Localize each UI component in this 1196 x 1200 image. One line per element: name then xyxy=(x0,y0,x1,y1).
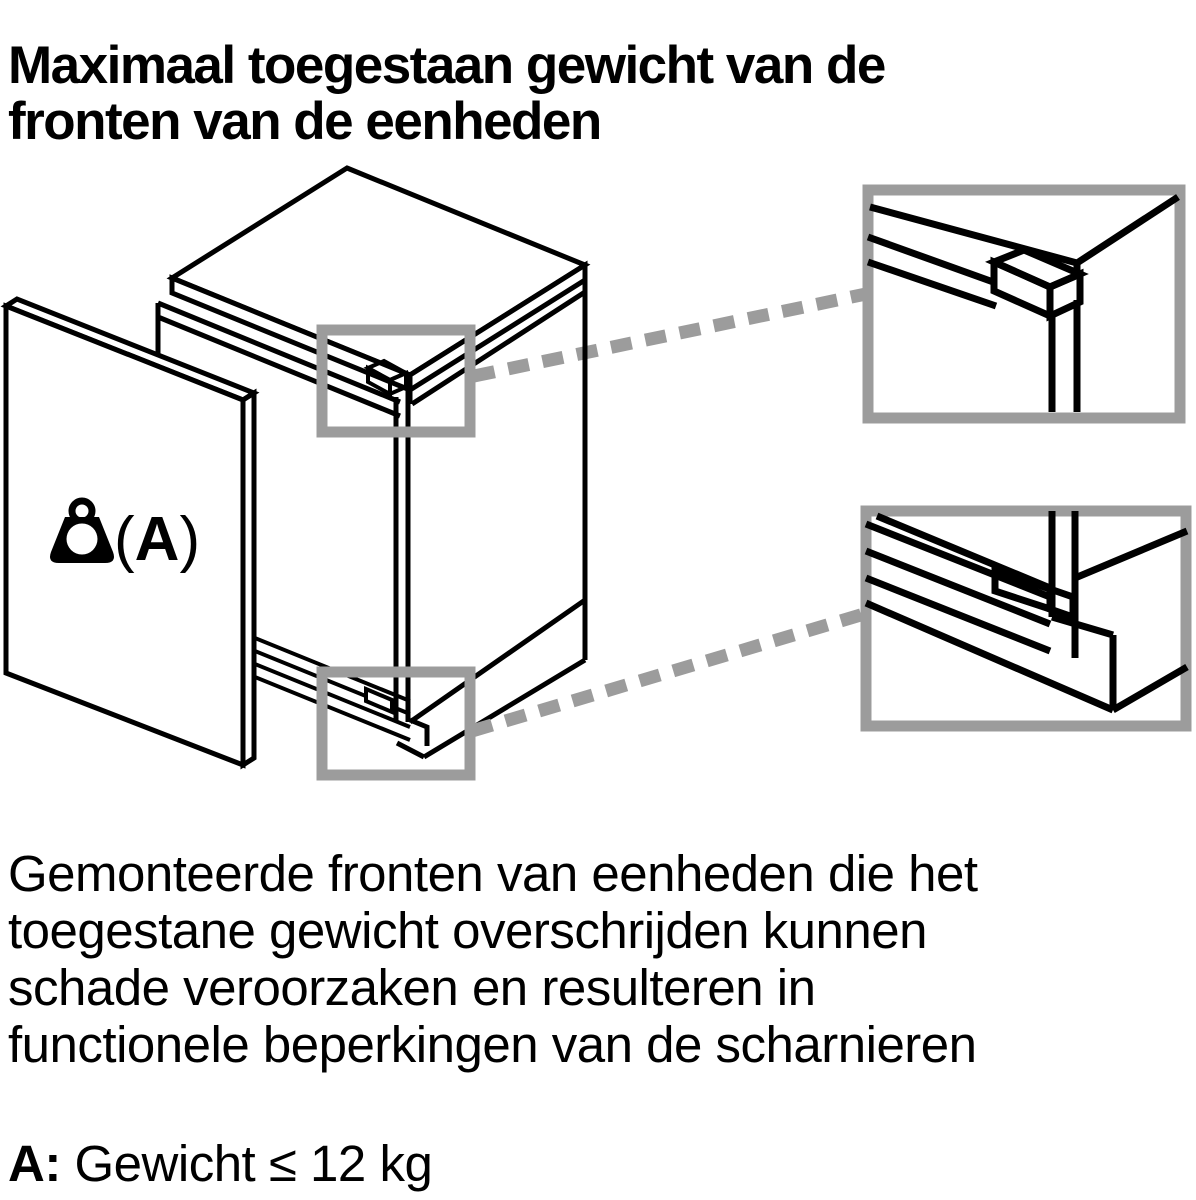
body-line: schade veroorzaken en resulteren in xyxy=(8,959,816,1016)
weight-icon-hole xyxy=(67,524,98,555)
weight-spec-value: Gewicht ≤ 12 kg xyxy=(74,1135,433,1192)
weight-spec-line xyxy=(8,1134,432,1193)
door-weight-label xyxy=(114,505,200,574)
page-title-line1: Maximaal toegestaan gewicht van de xyxy=(8,35,885,95)
body-line: functionele beperkingen van de scharnieren xyxy=(8,1016,977,1073)
cabinet-door-rails xyxy=(250,636,410,740)
weight-spec-term: A: xyxy=(8,1135,61,1192)
dashed-connector-bottom xyxy=(472,614,864,731)
door-front-panel xyxy=(6,299,254,765)
body-paragraph xyxy=(8,845,978,1073)
body-line: toegestane gewicht overschrijden kunnen xyxy=(8,902,927,959)
door-label-paren-close: ) xyxy=(179,505,201,574)
page-title-line2: fronten van de eenheden xyxy=(8,91,601,151)
detail-box-top xyxy=(868,190,1180,418)
cabinet-top-face xyxy=(172,168,585,375)
door-label-letter: A xyxy=(134,505,180,574)
body-line: Gemonteerde fronten van eenheden die het xyxy=(8,845,978,902)
detail-box-bottom xyxy=(866,511,1187,726)
door-label-paren-open: ( xyxy=(114,505,135,574)
